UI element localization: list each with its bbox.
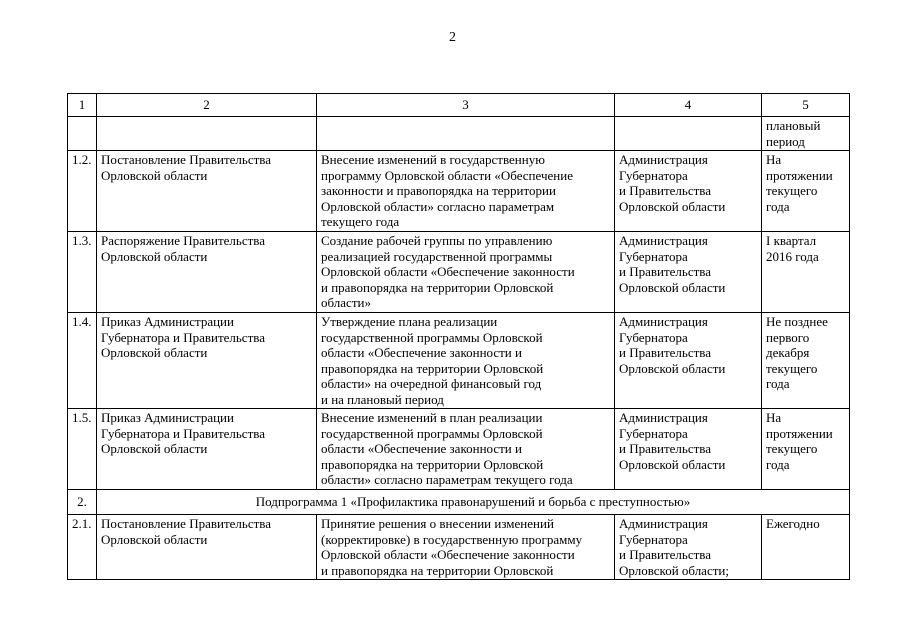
row-number: 2.1.: [68, 515, 97, 580]
deadline: Не позднее первого декабря текущего года: [762, 313, 850, 409]
row-number: 1.5.: [68, 409, 97, 490]
deadline: На протяжении текущего года: [762, 151, 850, 232]
plan-table: [67, 93, 850, 580]
measure-content: Утверждение плана реализации государственной программы Орловской области «Обеспечение законности и правопорядка на территории Орловской области» на очередной финансовый год и на плановый период: [317, 313, 615, 409]
header-cell-1: 1: [68, 94, 97, 117]
responsible-executor: Администрация Губернатора и Правительства Орловской области: [615, 313, 762, 409]
document-type: Распоряжение Правительства Орловской области: [97, 232, 317, 313]
row-number: 1.4.: [68, 313, 97, 409]
row-number: [68, 117, 97, 151]
document-type: Постановление Правительства Орловской области: [97, 151, 317, 232]
responsible-executor: [615, 117, 762, 151]
responsible-executor: Администрация Губернатора и Правительства Орловской области: [615, 151, 762, 232]
header-cell-2: 2: [97, 94, 317, 117]
row-number: 1.3.: [68, 232, 97, 313]
responsible-executor: Администрация Губернатора и Правительства Орловской области: [615, 232, 762, 313]
page-number: 2: [449, 30, 456, 45]
table-row: [68, 515, 850, 580]
table-row: [68, 232, 850, 313]
section-number: 2.: [68, 490, 97, 515]
measure-content: Внесение изменений в план реализации государственной программы Орловской области «Обеспечение законности и правопорядка на территории Орловской области» согласно параметрам текущего года: [317, 409, 615, 490]
table-header-row: [68, 94, 850, 117]
deadline: I квартал 2016 года: [762, 232, 850, 313]
header-cell-4: 4: [615, 94, 762, 117]
row-number: 1.2.: [68, 151, 97, 232]
deadline: На протяжении текущего года: [762, 409, 850, 490]
deadline: Ежегодно: [762, 515, 850, 580]
header-cell-3: 3: [317, 94, 615, 117]
measure-content: Внесение изменений в государственную программу Орловской области «Обеспечение законности и правопорядка на территории Орловской области» согласно параметрам текущего года: [317, 151, 615, 232]
responsible-executor: Администрация Губернатора и Правительства Орловской области;: [615, 515, 762, 580]
document-type: Постановление Правительства Орловской области: [97, 515, 317, 580]
table-row: [68, 117, 850, 151]
table-row: [68, 151, 850, 232]
table-row: [68, 313, 850, 409]
section-title: Подпрограмма 1 «Профилактика правонарушений и борьба с преступностью»: [97, 490, 850, 515]
table-row: [68, 409, 850, 490]
measure-content: [317, 117, 615, 151]
section-row: [68, 490, 850, 515]
deadline: плановый период: [762, 117, 850, 151]
document-type: [97, 117, 317, 151]
document-type: Приказ Администрации Губернатора и Правительства Орловской области: [97, 313, 317, 409]
document-type: Приказ Администрации Губернатора и Правительства Орловской области: [97, 409, 317, 490]
measure-content: Создание рабочей группы по управлению реализацией государственной программы Орловской области «Обеспечение законности и правопорядка на территории Орловской области»: [317, 232, 615, 313]
header-cell-5: 5: [762, 94, 850, 117]
responsible-executor: Администрация Губернатора и Правительства Орловской области: [615, 409, 762, 490]
measure-content: Принятие решения о внесении изменений (корректировке) в государственную программу Орловской области «Обеспечение законности и правопорядка на территории Орловской: [317, 515, 615, 580]
